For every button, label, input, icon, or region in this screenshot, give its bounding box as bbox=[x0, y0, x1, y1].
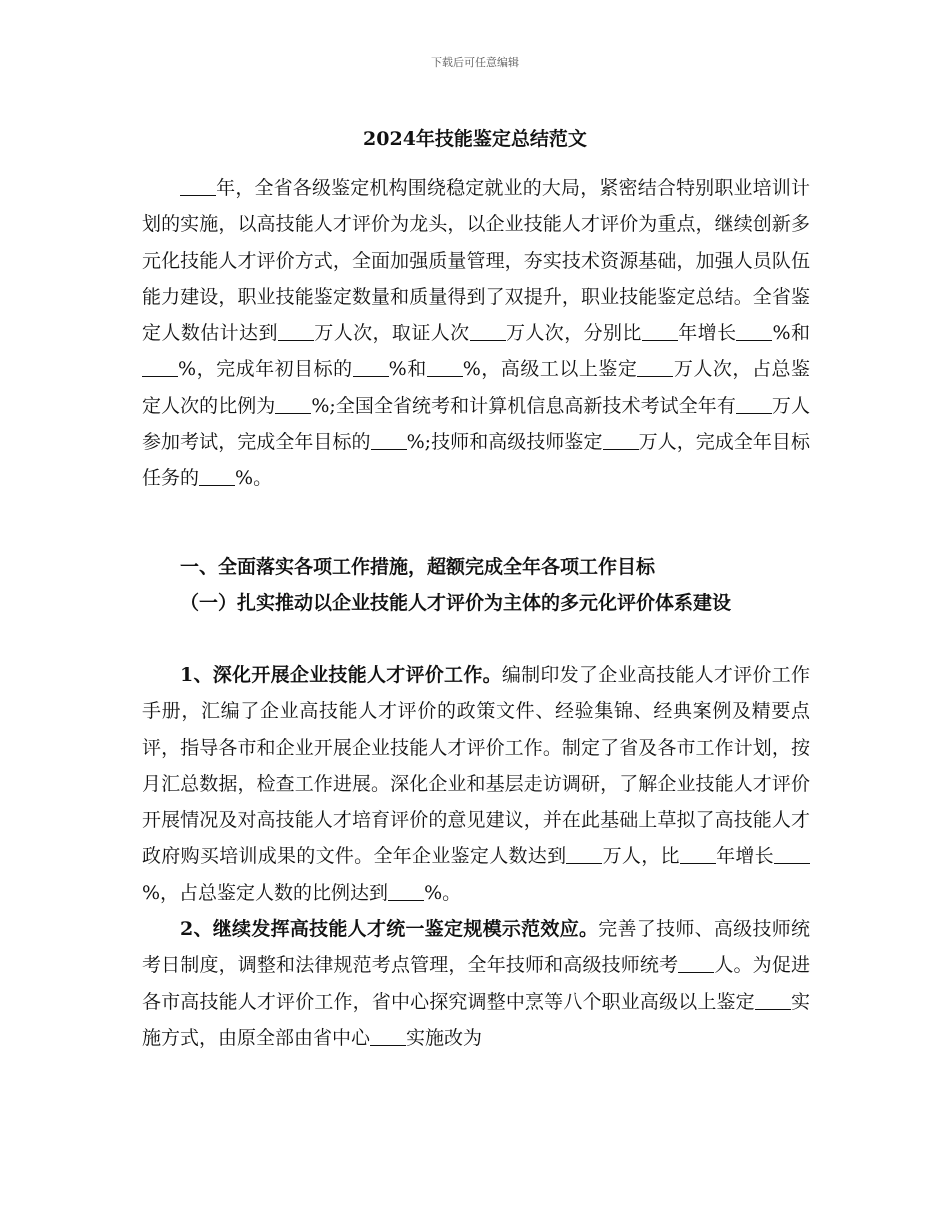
text-run: %和 bbox=[772, 322, 810, 345]
text-run: 万人，完成全年目标任务的 bbox=[142, 431, 810, 490]
text-run: %。 bbox=[424, 881, 462, 904]
text-run: 年，全省各级鉴定机构围绕稳定就业的大局，紧密结合特别职业培训计划的实施，以高技能人才评价为龙头，以企业技能人才评价为重点，继续创新多元化技能人才评价方式，全面加强质量管理，夯实技术资源基础，加强人员队伍能力建设，职业技能鉴定数量和质量得到了双提升，职业技能鉴定总结。全省鉴定人数估计达到 bbox=[142, 177, 810, 345]
fill-in-blank bbox=[566, 844, 602, 864]
section-heading: 一、全面落实各项工作措施，超额完成全年各项工作目标 bbox=[180, 556, 656, 578]
document-title: 2024年技能鉴定总结范文 bbox=[363, 128, 587, 150]
paragraph-lead-sentence: 2、继续发挥高技能人才统一鉴定规模示范效应。 bbox=[180, 918, 599, 941]
fill-in-blank bbox=[275, 394, 311, 414]
text-run: 实施改为 bbox=[406, 1026, 483, 1049]
fill-in-blank bbox=[642, 321, 678, 341]
intro-paragraph bbox=[142, 170, 810, 497]
fill-in-blank bbox=[774, 844, 810, 864]
text-run: 实施方式，由原全部由省中心 bbox=[142, 990, 810, 1049]
text-run: 年增长 bbox=[677, 322, 737, 345]
text-run: %。 bbox=[235, 467, 273, 490]
fill-in-blank bbox=[278, 321, 314, 341]
text-run: %，占总鉴定人数的比例达到 bbox=[142, 881, 389, 904]
fill-in-blank bbox=[603, 430, 639, 450]
text-run: %，高级工以上鉴定 bbox=[462, 358, 638, 381]
text-run: 编制印发了企业高技能人才评价工作手册，汇编了企业高技能人才评价的政策文件、经验集锦、经典案例及精要点评，指导各市和企业开展企业技能人才评价工作。制定了省及各市工作计划，按月汇总数据，检查工作进展。深化企业和基层走访调研，了解企业技能人才评价开展情况及对高技能人才培育评价的意见建议，并在此基础上草拟了高技能人才政府购买培训成果的文件。全年企业鉴定人数达到 bbox=[142, 664, 810, 868]
fill-in-blank bbox=[736, 394, 772, 414]
subsection-heading: （一）扎实推动以企业技能人才评价为主体的多元化评价体系建设 bbox=[180, 592, 732, 614]
text-run: 万人次，分别比 bbox=[505, 322, 642, 345]
fill-in-blank bbox=[353, 357, 389, 377]
intro-paragraph-block bbox=[142, 170, 810, 497]
fill-in-blank bbox=[180, 176, 216, 196]
text-run: %;技师和高级技师鉴定 bbox=[406, 431, 603, 454]
text-run: 万人次，取证人次 bbox=[313, 322, 470, 345]
fill-in-blank bbox=[427, 357, 463, 377]
fill-in-blank bbox=[637, 357, 673, 377]
paragraph-lead-sentence: 1、深化开展企业技能人才评价工作。 bbox=[180, 664, 502, 686]
fill-in-blank bbox=[680, 844, 716, 864]
text-run: %，完成年初目标的 bbox=[178, 358, 353, 381]
text-run: 人。为促进各市高技能人才评价工作，省中心探究调整中烹等八个职业高级以上鉴定 bbox=[142, 954, 810, 1013]
fill-in-blank bbox=[755, 990, 791, 1010]
fill-in-blank bbox=[199, 466, 235, 486]
body-paragraphs bbox=[142, 657, 810, 1056]
text-run: 万人参加考试，完成全年目标的 bbox=[142, 394, 810, 454]
fill-in-blank bbox=[470, 321, 506, 341]
text-run: 万人，比 bbox=[602, 845, 680, 868]
fill-in-blank bbox=[370, 1026, 406, 1046]
paragraph-unified-assessment bbox=[142, 911, 810, 1056]
text-run: 万人次，占总鉴定人次的比例为 bbox=[142, 358, 810, 417]
fill-in-blank bbox=[371, 430, 407, 450]
text-run: 年增长 bbox=[715, 845, 774, 868]
download-watermark: 下载后可任意编辑 bbox=[431, 56, 519, 69]
fill-in-blank bbox=[388, 881, 424, 901]
text-run: %和 bbox=[388, 358, 427, 381]
fill-in-blank bbox=[736, 321, 772, 341]
fill-in-blank bbox=[142, 357, 178, 377]
fill-in-blank bbox=[678, 953, 714, 973]
text-run: %;全国全省统考和计算机信息高新技术考试全年有 bbox=[311, 394, 736, 417]
text-run: 完善了技师、高级技师统考日制度，调整和法律规范考点管理，全年技师和高级技师统考 bbox=[142, 918, 810, 977]
paragraph-enterprise-evaluation bbox=[142, 657, 810, 911]
